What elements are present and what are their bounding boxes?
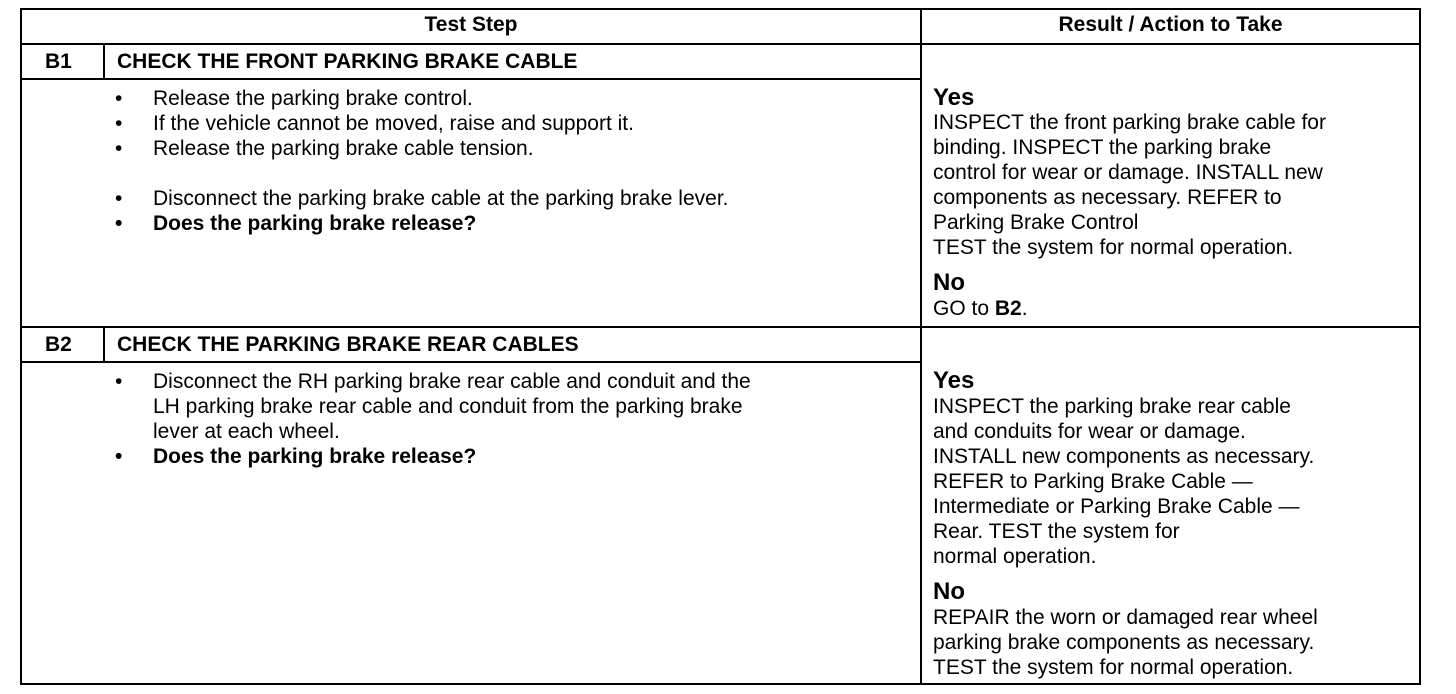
step-item: • Disconnect the RH parking brake rear cable and conduit and the LH parking brake rear cable and conduit from the parking brake lever at each wheel. bbox=[115, 369, 905, 444]
result-yes-label-b2: Yes bbox=[933, 367, 975, 394]
header-result-action: Result / Action to Take bbox=[1058, 13, 1283, 36]
step-question: • Does the parking brake release? bbox=[115, 444, 905, 469]
result-no-text-b2: REPAIR the worn or damaged rear wheel parking brake components as necessary. TEST the system for normal operation. bbox=[933, 606, 1318, 679]
step-list-b1 bbox=[115, 86, 905, 236]
row-divider bbox=[20, 326, 1421, 328]
column-divider bbox=[920, 8, 922, 685]
header-divider bbox=[20, 43, 1421, 45]
b2-title-divider bbox=[20, 361, 922, 363]
step-title-b1: CHECK THE FRONT PARKING BRAKE CABLE bbox=[117, 50, 578, 73]
no-action-ref: B2 bbox=[994, 297, 1022, 320]
header-test-step: Test Step bbox=[424, 13, 518, 36]
b1-id-divider bbox=[103, 43, 105, 79]
result-no-label-b1: No bbox=[933, 269, 965, 296]
step-id-b2: B2 bbox=[45, 333, 72, 356]
result-yes-text-b2: INSPECT the parking brake rear cable and conduits for wear or damage. INSTALL new components as necessary. REFER to Parking Brake Cable — Intermediate or Parking Brake Cable — Rear. TEST the system for normal operation. bbox=[933, 395, 1315, 568]
result-no-text-b1 bbox=[933, 296, 1028, 321]
no-action-text: GO to bbox=[933, 297, 995, 320]
step-list-b2 bbox=[115, 369, 905, 469]
step-item: • Release the parking brake cable tension. bbox=[115, 136, 905, 161]
step-item: • Release the parking brake control. bbox=[115, 86, 905, 111]
b1-title-divider bbox=[20, 78, 922, 80]
step-item: • Disconnect the parking brake cable at the parking brake lever. bbox=[115, 186, 905, 211]
result-no-label-b2: No bbox=[933, 578, 965, 605]
result-yes-label-b1: Yes bbox=[933, 84, 975, 111]
no-action-suffix: . bbox=[1021, 297, 1028, 320]
b2-id-divider bbox=[103, 326, 105, 362]
step-question: • Does the parking brake release? bbox=[115, 211, 905, 236]
step-id-b1: B1 bbox=[45, 50, 72, 73]
result-yes-text-b1: INSPECT the front parking brake cable for binding. INSPECT the parking brake control for wear or damage. INSTALL new components as necessary. REFER to Parking Brake Control TEST the system for normal operation. bbox=[933, 111, 1326, 259]
step-title-b2: CHECK THE PARKING BRAKE REAR CABLES bbox=[117, 333, 579, 356]
step-item: • If the vehicle cannot be moved, raise and support it. bbox=[115, 111, 905, 136]
